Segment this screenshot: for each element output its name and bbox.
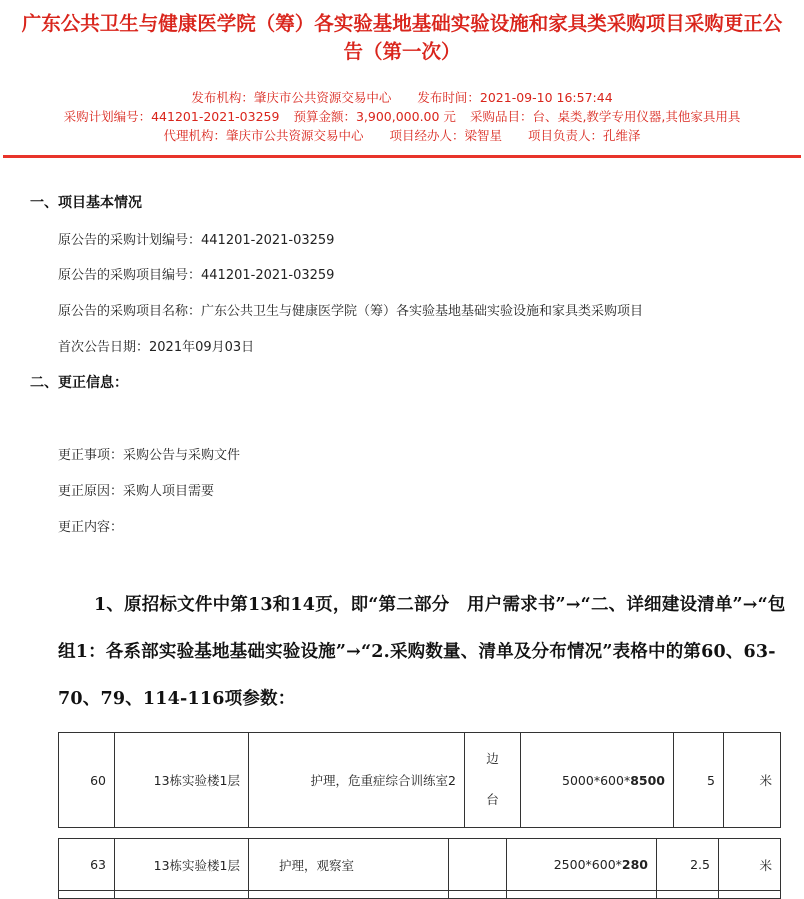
size-prefix: 2500*600* <box>553 857 622 872</box>
meta-line-agency <box>0 127 804 144</box>
handler-label: 项目经办人： <box>389 128 465 143</box>
size-height: 8500 <box>630 772 665 788</box>
items-value: 台、桌类,教学专用仪器,其他家具用具 <box>532 109 741 124</box>
leader-value: 孔维泽 <box>603 128 641 143</box>
item-number: 60 <box>59 733 115 828</box>
quantity-cell: 2.5 <box>657 839 719 891</box>
size-cell <box>521 733 674 828</box>
spec-table-row-60 <box>58 732 781 828</box>
type-cell <box>465 733 521 828</box>
items-label: 采购品目： <box>469 109 533 124</box>
publisher-value: 肇庆市公共资源交易中心 <box>253 90 392 105</box>
unit-cell: 米 <box>724 733 781 828</box>
first-announcement-date: 首次公告日期：2021年09月03日 <box>58 340 255 355</box>
agency-value: 肇庆市公共资源交易中心 <box>225 128 364 143</box>
budget-value: 3,900,000.00 元 <box>355 109 456 124</box>
table-row <box>59 891 781 899</box>
correction-reason: 更正原因：采购人项目需要 <box>58 484 215 499</box>
table-row <box>59 839 781 891</box>
room-cell: 护理，危重症综合训练室2 <box>249 733 465 828</box>
publish-time-value: 2021-09-10 16:57:44 <box>479 90 613 105</box>
building-cell: 13栋实验楼1层 <box>115 733 249 828</box>
correction-content-label: 更正内容： <box>58 520 124 535</box>
original-plan-number: 原公告的采购计划编号：441201-2021-03259 <box>58 233 335 248</box>
item-number: 63 <box>59 839 115 891</box>
header-divider <box>3 155 801 158</box>
size-cell <box>507 839 657 891</box>
type-cell <box>449 839 507 891</box>
type-top: 边 <box>486 751 499 766</box>
correction-paragraph: 1、原招标文件中第13和14页，即“第二部分 用户需求书”→“二、详细建设清单”→“包组1：各系部实验基地基础实验设施”→“2.采购数量、清单及分布情况”表格中的第60、63-70、79、114-116项参数： <box>58 595 786 709</box>
publish-time-label: 发布时间： <box>417 90 480 105</box>
plan-no-value: 441201-2021-03259 <box>151 109 280 124</box>
publisher-label: 发布机构： <box>191 90 254 105</box>
section1-heading: 一、项目基本情况 <box>30 195 142 211</box>
quantity-cell: 5 <box>674 733 724 828</box>
building-cell: 13栋实验楼1层 <box>115 839 249 891</box>
table-row <box>59 733 781 828</box>
type-bottom: 台 <box>486 792 499 807</box>
size-height: 280 <box>621 857 648 872</box>
page-title: 广东公共卫生与健康医学院（筹）各实验基地基础实验设施和家具类采购项目采购更正公告（第一次） <box>21 12 783 63</box>
original-project-name: 原公告的采购项目名称：广东公共卫生与健康医学院（筹）各实验基地基础实验设施和家具类采购项目 <box>58 304 644 319</box>
unit-cell: 米 <box>719 839 781 891</box>
room-cell: 护理，观察室 <box>249 839 449 891</box>
leader-label: 项目负责人： <box>528 128 604 143</box>
plan-no-label: 采购计划编号： <box>63 109 152 124</box>
size-prefix: 5000*600* <box>562 772 631 788</box>
handler-value: 梁智星 <box>464 128 503 143</box>
agency-label: 代理机构： <box>163 128 226 143</box>
meta-line-plan <box>0 108 804 125</box>
original-project-number: 原公告的采购项目编号：441201-2021-03259 <box>58 268 335 283</box>
meta-line-publisher <box>0 89 804 106</box>
section2-heading: 二、更正信息： <box>30 375 128 391</box>
correction-item: 更正事项：采购公告与采购文件 <box>58 448 241 463</box>
spec-table-row-63 <box>58 838 781 899</box>
budget-label: 预算金额： <box>293 109 356 124</box>
